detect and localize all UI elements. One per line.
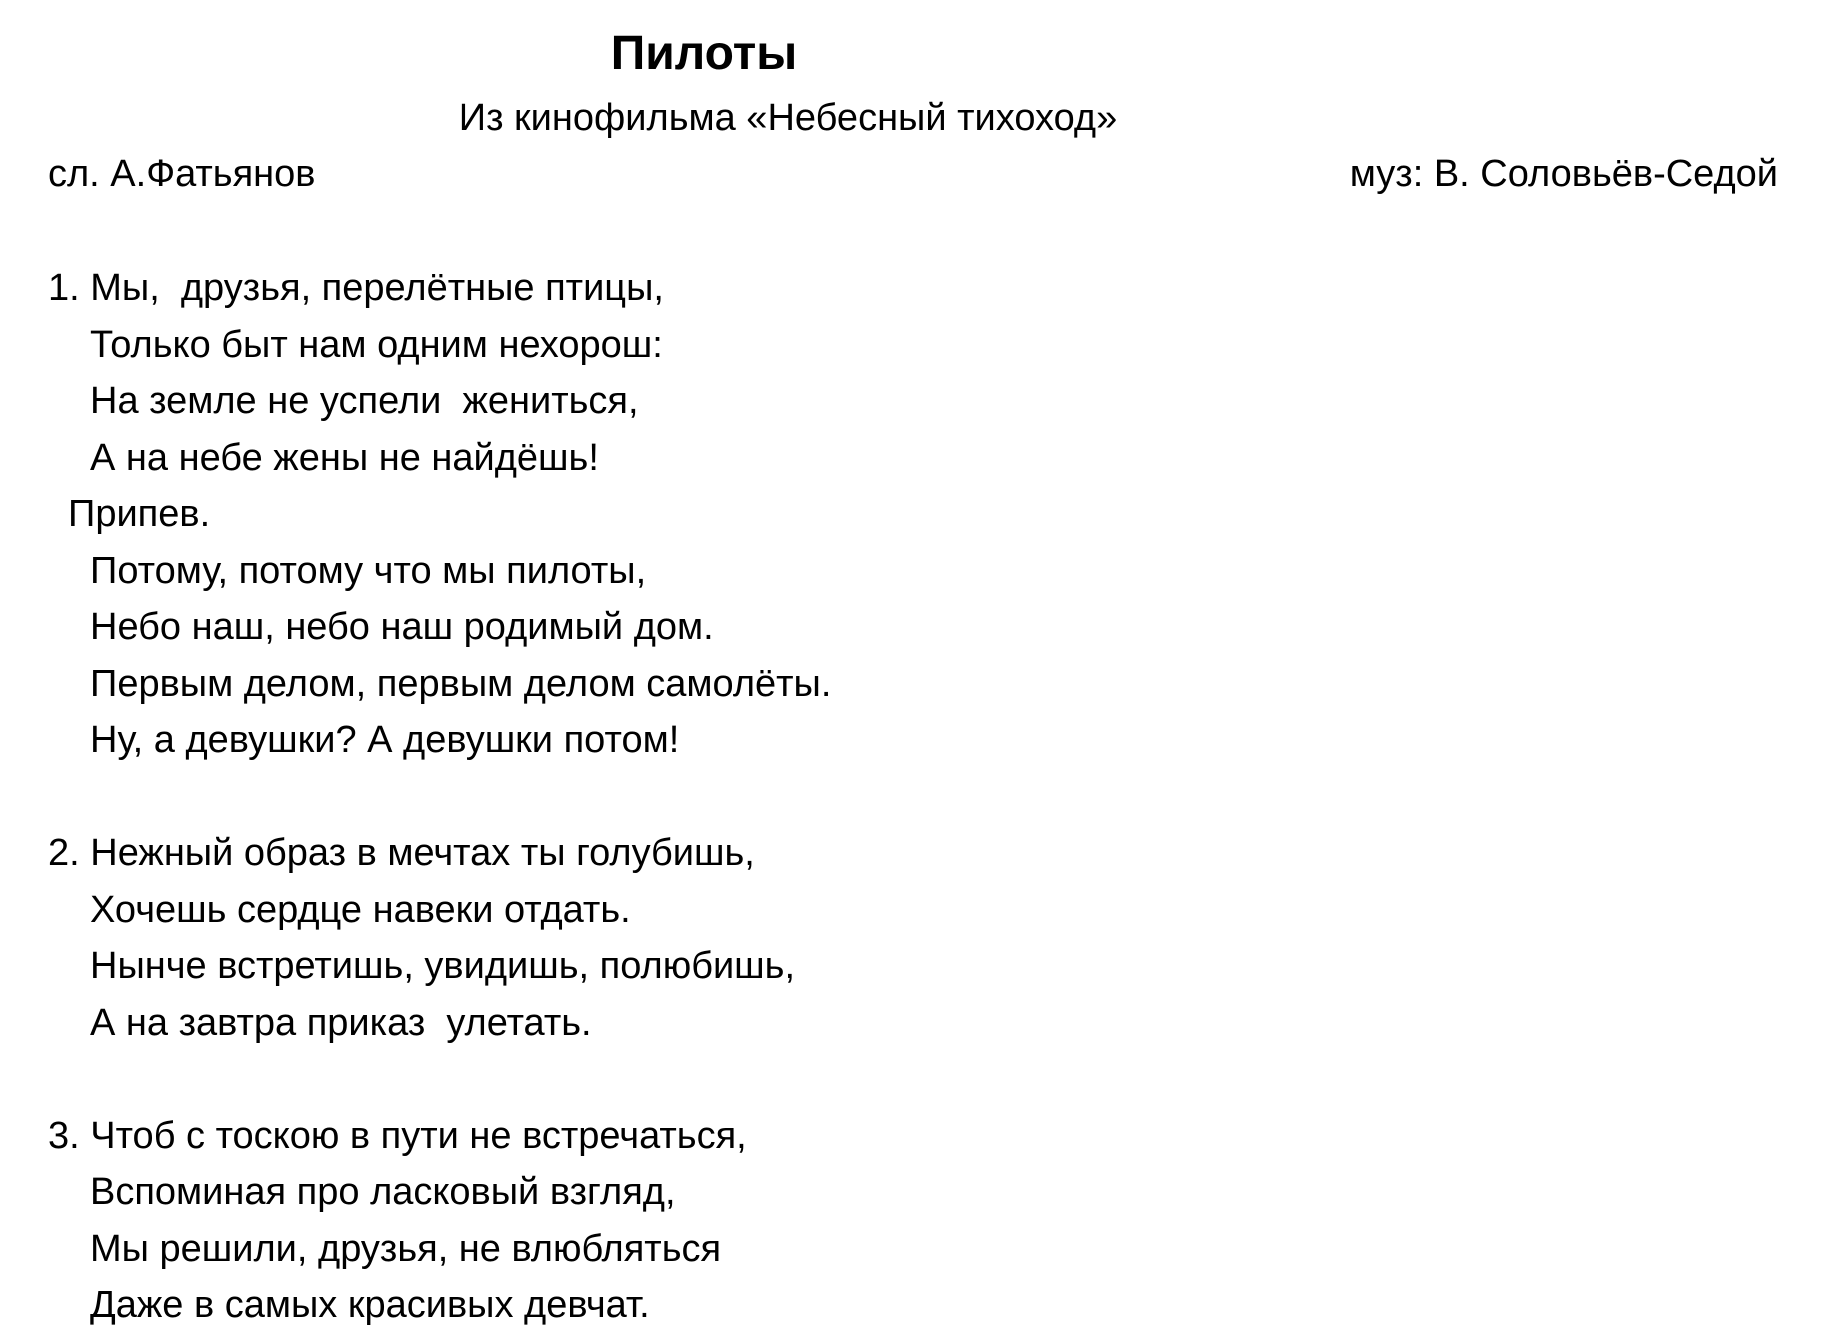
verse-line: 2. Нежный образ в мечтах ты голубишь, xyxy=(48,832,755,874)
verse-line: 1. Мы, друзья, перелётные птицы, xyxy=(48,267,664,309)
chorus xyxy=(48,486,831,769)
credits-row xyxy=(48,146,1778,202)
verse-line: На земле не успели жениться, xyxy=(90,380,639,422)
stanza-gap xyxy=(48,1051,831,1108)
composer-credit: муз: В. Соловьёв-Седой xyxy=(1349,153,1778,195)
verse-line: Вспоминая про ласковый взгляд, xyxy=(90,1171,676,1213)
chorus-line: Потому, потому что мы пилоты, xyxy=(90,549,647,592)
song-title: Пилоты xyxy=(610,27,798,80)
lyricist-credit: сл. А.Фатьянов xyxy=(48,153,316,195)
verse-line: Хочешь сердце навеки отдать. xyxy=(90,888,631,931)
verse-line: Даже в самых красивых девчат. xyxy=(90,1284,650,1326)
verse-line: Только быт нам одним нехорош: xyxy=(90,323,663,366)
verse-1 xyxy=(48,260,831,486)
stanza-gap xyxy=(48,769,831,826)
verse-2 xyxy=(48,825,831,1051)
lyrics-body xyxy=(48,260,831,1334)
verse-3 xyxy=(48,1108,831,1334)
verse-line: А на небе жены не найдёшь! xyxy=(90,436,599,479)
verse-line: Мы решили, друзья, не влюбляться xyxy=(90,1227,722,1270)
verse-line: Нынче встретишь, увидишь, полюбишь, xyxy=(90,945,796,987)
song-subtitle: Из кинофильма «Небесный тихоход» xyxy=(458,97,1118,139)
verse-line: 3. Чтоб с тоскою в пути не встречаться, xyxy=(48,1114,747,1157)
chorus-line: Ну, а девушки? А девушки потом! xyxy=(90,719,680,761)
chorus-label: Припев. xyxy=(68,493,211,535)
chorus-line: Первым делом, первым делом самолёты. xyxy=(90,662,832,705)
chorus-line: Небо наш, небо наш родимый дом. xyxy=(90,606,714,648)
verse-line: А на завтра приказ улетать. xyxy=(90,1001,592,1044)
